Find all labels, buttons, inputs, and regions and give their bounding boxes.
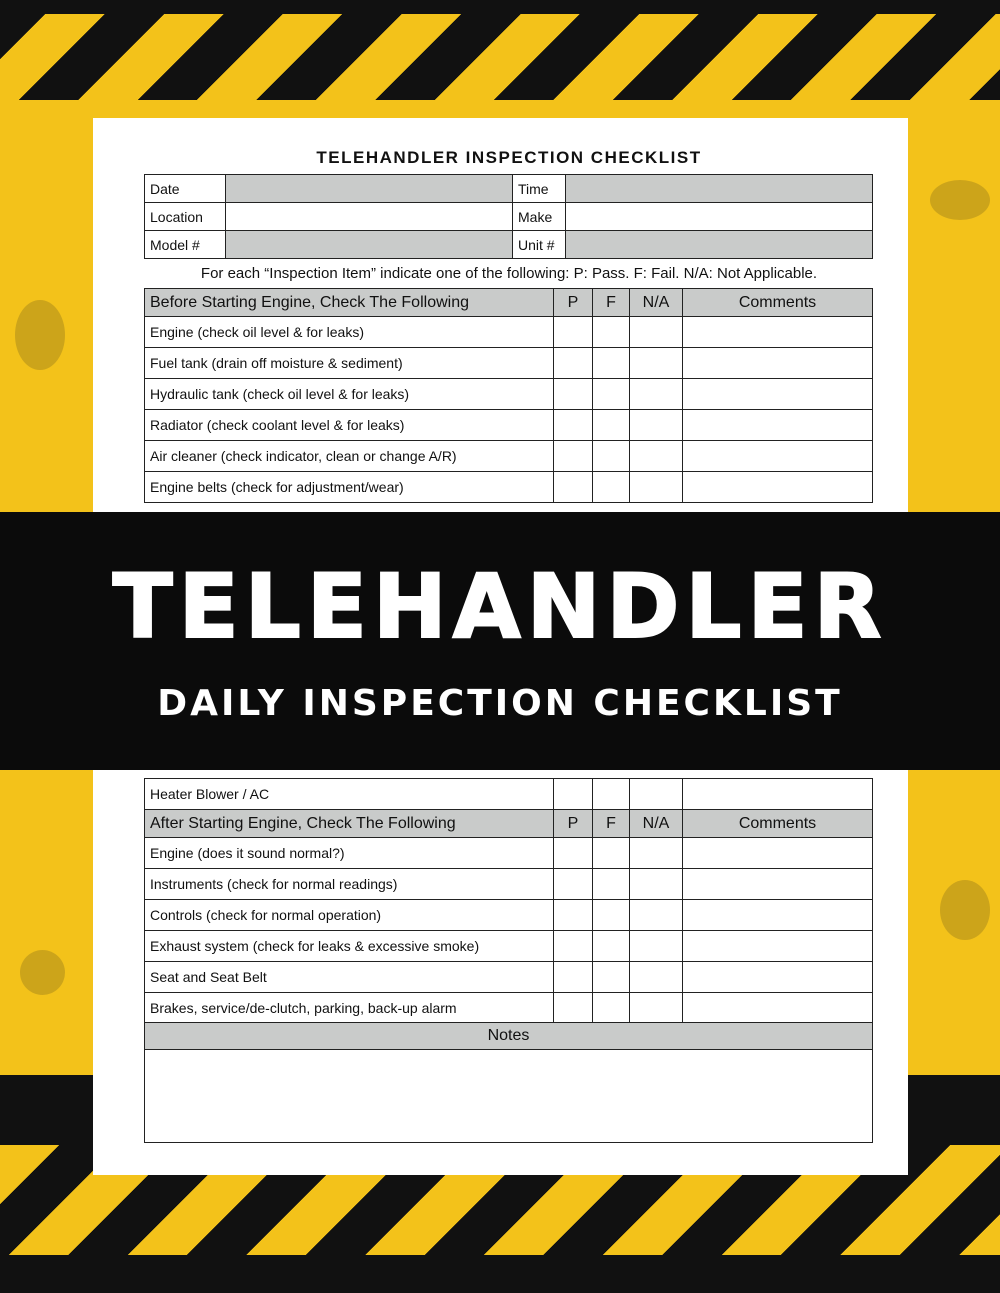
comments-field[interactable] [683, 379, 873, 410]
na-checkbox[interactable] [630, 900, 683, 931]
comments-field[interactable] [683, 441, 873, 472]
fail-checkbox[interactable] [593, 441, 630, 472]
fail-column-header: F [593, 810, 630, 838]
table-row [145, 900, 873, 931]
pass-column-header: P [554, 810, 593, 838]
table-row [145, 962, 873, 993]
after-engine-table [144, 778, 873, 1024]
item-label: Hydraulic tank (check oil level & for leaks) [145, 379, 554, 410]
na-checkbox[interactable] [630, 472, 683, 503]
bottom-black-edge [0, 1255, 1000, 1293]
comments-field[interactable] [683, 838, 873, 869]
info-table [144, 174, 873, 259]
item-label: Heater Blower / AC [145, 779, 554, 810]
pass-checkbox[interactable] [554, 869, 593, 900]
fail-checkbox[interactable] [593, 962, 630, 993]
notes-field[interactable] [145, 1050, 873, 1143]
na-column-header: N/A [630, 810, 683, 838]
comments-field[interactable] [683, 931, 873, 962]
fail-checkbox[interactable] [593, 931, 630, 962]
make-label: Make [513, 203, 566, 231]
na-checkbox[interactable] [630, 779, 683, 810]
item-label: Radiator (check coolant level & for leaks) [145, 410, 554, 441]
date-field[interactable] [226, 175, 513, 203]
na-column-header: N/A [630, 289, 683, 317]
top-black-edge [0, 0, 1000, 14]
na-checkbox[interactable] [630, 348, 683, 379]
fail-checkbox[interactable] [593, 348, 630, 379]
pass-checkbox[interactable] [554, 931, 593, 962]
na-checkbox[interactable] [630, 869, 683, 900]
na-checkbox[interactable] [630, 838, 683, 869]
pass-checkbox[interactable] [554, 962, 593, 993]
item-label: Controls (check for normal operation) [145, 900, 554, 931]
item-label: Engine (does it sound normal?) [145, 838, 554, 869]
model-label: Model # [145, 231, 226, 259]
unit-label: Unit # [513, 231, 566, 259]
pass-checkbox[interactable] [554, 317, 593, 348]
na-checkbox[interactable] [630, 379, 683, 410]
table-row [145, 379, 873, 410]
cover-subtitle: DAILY INSPECTION CHECKLIST [157, 683, 843, 724]
item-label: Air cleaner (check indicator, clean or change A/R) [145, 441, 554, 472]
table-row [145, 317, 873, 348]
na-checkbox[interactable] [630, 931, 683, 962]
grunge-texture [930, 180, 990, 220]
hazard-stripes-top [0, 0, 1000, 100]
pass-checkbox[interactable] [554, 472, 593, 503]
comments-field[interactable] [683, 900, 873, 931]
before-engine-table [144, 288, 873, 503]
before-heading: Before Starting Engine, Check The Following [145, 289, 554, 317]
pass-column-header: P [554, 289, 593, 317]
grunge-texture [940, 880, 990, 940]
table-row [145, 472, 873, 503]
right-black-block [908, 1075, 1000, 1145]
instruction-text: For each “Inspection Item” indicate one of the following: P: Pass. F: Fail. N/A: Not Applicable. [200, 265, 818, 282]
comments-column-header: Comments [683, 810, 873, 838]
left-black-block [0, 1075, 95, 1145]
table-row [145, 869, 873, 900]
item-label: Seat and Seat Belt [145, 962, 554, 993]
time-label: Time [513, 175, 566, 203]
item-label: Fuel tank (drain off moisture & sediment) [145, 348, 554, 379]
pass-checkbox[interactable] [554, 900, 593, 931]
unit-field[interactable] [566, 231, 873, 259]
fail-checkbox[interactable] [593, 410, 630, 441]
notes-table [144, 1022, 873, 1143]
grunge-texture [15, 300, 65, 370]
table-row [145, 410, 873, 441]
location-label: Location [145, 203, 226, 231]
table-row [145, 993, 873, 1024]
na-checkbox[interactable] [630, 317, 683, 348]
comments-field[interactable] [683, 348, 873, 379]
grunge-texture [20, 950, 65, 995]
table-row [145, 931, 873, 962]
pass-checkbox[interactable] [554, 410, 593, 441]
notes-heading: Notes [145, 1023, 873, 1050]
comments-field[interactable] [683, 962, 873, 993]
time-field[interactable] [566, 175, 873, 203]
fail-checkbox[interactable] [593, 379, 630, 410]
comments-column-header: Comments [683, 289, 873, 317]
date-label: Date [145, 175, 226, 203]
model-field[interactable] [226, 231, 513, 259]
na-checkbox[interactable] [630, 962, 683, 993]
na-checkbox[interactable] [630, 993, 683, 1024]
item-label: Exhaust system (check for leaks & excessive smoke) [145, 931, 554, 962]
pass-checkbox[interactable] [554, 779, 593, 810]
pass-checkbox[interactable] [554, 348, 593, 379]
table-row [145, 838, 873, 869]
fail-checkbox[interactable] [593, 779, 630, 810]
cover-title: TELEHANDLER [112, 555, 888, 658]
table-row [145, 348, 873, 379]
comments-field[interactable] [683, 779, 873, 810]
comments-field[interactable] [683, 410, 873, 441]
pass-checkbox[interactable] [554, 993, 593, 1024]
na-checkbox[interactable] [630, 410, 683, 441]
item-label: Instruments (check for normal readings) [145, 869, 554, 900]
comments-field[interactable] [683, 472, 873, 503]
comments-field[interactable] [683, 993, 873, 1024]
na-checkbox[interactable] [630, 441, 683, 472]
pass-checkbox[interactable] [554, 379, 593, 410]
item-label: Engine belts (check for adjustment/wear) [145, 472, 554, 503]
sheet-title: TELEHANDLER INSPECTION CHECKLIST [316, 148, 702, 167]
table-row [145, 441, 873, 472]
pass-checkbox[interactable] [554, 441, 593, 472]
after-heading: After Starting Engine, Check The Following [145, 810, 554, 838]
pass-checkbox[interactable] [554, 838, 593, 869]
fail-checkbox[interactable] [593, 869, 630, 900]
item-label: Engine (check oil level & for leaks) [145, 317, 554, 348]
fail-checkbox[interactable] [593, 900, 630, 931]
fail-checkbox[interactable] [593, 838, 630, 869]
fail-column-header: F [593, 289, 630, 317]
item-label: Brakes, service/de-clutch, parking, back-up alarm [145, 993, 554, 1024]
table-row [145, 779, 873, 810]
make-field[interactable] [566, 203, 873, 231]
comments-field[interactable] [683, 317, 873, 348]
fail-checkbox[interactable] [593, 993, 630, 1024]
comments-field[interactable] [683, 869, 873, 900]
fail-checkbox[interactable] [593, 472, 630, 503]
location-field[interactable] [226, 203, 513, 231]
fail-checkbox[interactable] [593, 317, 630, 348]
